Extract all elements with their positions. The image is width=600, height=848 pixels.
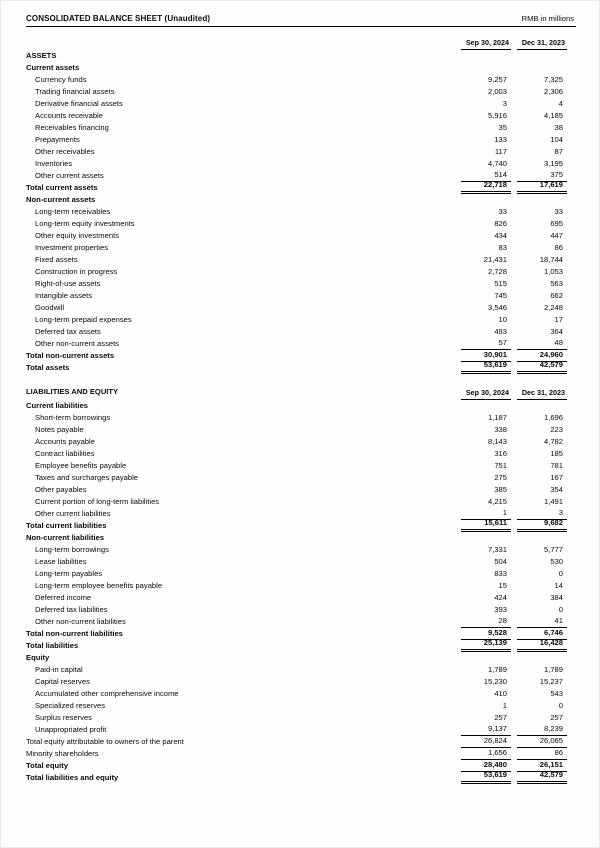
row-label: Other receivables [35,147,95,156]
table-row-capital-reserves [26,676,567,688]
row-label: Accounts payable [35,437,95,446]
row-label: Employee benefits payable [35,461,127,470]
value-sep-30-2024: 751 [494,461,507,470]
table-row-non-current-assets [26,194,567,206]
row-label: Investment properties [35,243,109,252]
value-sep-30-2024: 5,916 [487,111,507,120]
value-dec-31-2023: 3 [517,507,567,520]
value-sep-30-2024: 3,546 [487,303,507,312]
table-row-column-headers [26,36,567,50]
value-dec-31-2023: 2,248 [543,303,563,312]
row-label: Currency funds [35,75,87,84]
row-label: Intangible assets [35,291,92,300]
table-row-long-term-prepaid-expenses [26,314,567,326]
value-dec-31-2023: 26,151 [517,759,567,772]
table-row-construction-in-progress [26,266,567,278]
table-row-assets [26,50,567,62]
table-row-equity [26,652,567,664]
row-label: Total non-current assets [26,351,115,360]
table-row-prepayments [26,134,567,146]
value-sep-30-2024: 504 [494,557,507,566]
row-label: Fixed assets [35,255,78,264]
value-sep-30-2024: 316 [494,449,507,458]
value-dec-31-2023: 86 [517,747,567,760]
row-label: Notes payable [35,425,84,434]
value-dec-31-2023: 0 [558,605,563,614]
table-row-paid-in-capital [26,664,567,676]
value-sep-30-2024: 28,480 [461,759,511,772]
column-header-1: Sep 30, 2024 [461,387,511,400]
value-sep-30-2024: 2,003 [487,87,507,96]
row-label: Long-term employee benefits payable [35,581,163,590]
value-dec-31-2023: 223 [550,425,563,434]
row-label: Unappropriated profit [35,725,107,734]
row-label: Total equity [26,761,69,770]
value-dec-31-2023: 364 [550,327,563,336]
table-row-non-current-liabilities [26,532,567,544]
row-label: Long-term payables [35,569,103,578]
value-dec-31-2023: 257 [550,713,563,722]
row-label: Goodwill [35,303,65,312]
table-row-long-term-equity-investments [26,218,567,230]
row-label: Specialized reserves [35,701,106,710]
row-label: Construction in progress [35,267,118,276]
row-label: Lease liabilities [35,557,87,566]
table-row-long-term-receivables [26,206,567,218]
value-sep-30-2024: 515 [494,279,507,288]
row-label: Other current assets [35,171,104,180]
row-label: Inventories [35,159,73,168]
value-dec-31-2023: 4,185 [543,111,563,120]
value-dec-31-2023: 0 [558,569,563,578]
document-title: CONSOLIDATED BALANCE SHEET (Unaudited) [26,14,211,23]
row-label: Non-current assets [26,195,96,204]
value-dec-31-2023: 695 [550,219,563,228]
value-sep-30-2024: 514 [461,169,511,182]
table-row-contract-liabilities [26,448,567,460]
value-sep-30-2024: 26,824 [461,735,511,748]
value-sep-30-2024: 9,528 [461,627,511,640]
row-label: Long-term prepaid expenses [35,315,132,324]
value-sep-30-2024: 1,789 [487,665,507,674]
value-dec-31-2023: 9,682 [517,517,567,532]
value-dec-31-2023: 17,619 [517,179,567,194]
row-label: Total liabilities [26,641,79,650]
value-dec-31-2023: 2,306 [543,87,563,96]
value-dec-31-2023: 543 [550,689,563,698]
value-sep-30-2024: 10 [498,315,507,324]
row-label: Other non-current liabilities [35,617,126,626]
value-dec-31-2023: 17 [554,315,563,324]
row-label: Total equity attributable to owners of the parent [26,737,184,746]
value-sep-30-2024: 1,187 [487,413,507,422]
table-row-right-of-use-assets [26,278,567,290]
table-row-notes-payable [26,424,567,436]
value-sep-30-2024: 30,901 [461,349,511,362]
value-dec-31-2023: 87 [554,147,563,156]
value-sep-30-2024: 2,728 [487,267,507,276]
table-row-deferred-income [26,592,567,604]
value-dec-31-2023: 14 [554,581,563,590]
value-dec-31-2023: 5,777 [543,545,563,554]
value-sep-30-2024: 25,139 [461,637,511,652]
value-dec-31-2023: 16,428 [517,637,567,652]
value-sep-30-2024: 15,230 [483,677,507,686]
page-content [26,14,576,784]
table-row-fixed-assets [26,254,567,266]
table-row-total-liabilities [26,640,567,652]
value-sep-30-2024: 275 [494,473,507,482]
row-label: Derivative financial assets [35,99,123,108]
row-label: Taxes and surcharges payable [35,473,139,482]
value-sep-30-2024: 257 [494,713,507,722]
balance-sheet-table [26,36,576,784]
value-dec-31-2023: 41 [517,615,567,628]
table-row-other-equity-investments [26,230,567,242]
value-dec-31-2023: 781 [550,461,563,470]
row-label: Accounts receivable [35,111,103,120]
table-row-accounts-receivable [26,110,567,122]
value-dec-31-2023: 7,325 [543,75,563,84]
table-row-current-liabilities [26,400,567,412]
table-row-intangible-assets [26,290,567,302]
value-sep-30-2024: 22,718 [461,179,511,194]
value-dec-31-2023: 86 [554,243,563,252]
row-label: Other payables [35,485,87,494]
table-row-total-assets [26,362,567,374]
value-dec-31-2023: 3,195 [543,159,563,168]
table-row-accumulated-other-comprehensive-income [26,688,567,700]
document-header [26,14,576,27]
table-row-total-liabilities-and-equity [26,772,567,784]
row-label: Deferred income [35,593,92,602]
value-sep-30-2024: 15,611 [461,517,511,532]
value-sep-30-2024: 21,431 [483,255,507,264]
row-label: Other equity investments [35,231,119,240]
row-label: Total assets [26,363,70,372]
value-dec-31-2023: 384 [550,593,563,602]
value-dec-31-2023: 15,237 [539,677,563,686]
value-dec-31-2023: 38 [554,123,563,132]
row-label: Short-term borrowings [35,413,111,422]
table-row-accounts-payable [26,436,567,448]
value-sep-30-2024: 9,137 [461,723,511,736]
row-label: ASSETS [26,51,57,60]
table-row-specialized-reserves [26,700,567,712]
row-label: Paid-in capital [35,665,83,674]
value-dec-31-2023: 0 [558,701,563,710]
value-sep-30-2024: 117 [494,147,507,156]
row-label: Non-current liabilities [26,533,105,542]
value-sep-30-2024: 33 [498,207,507,216]
table-row-long-term-borrowings [26,544,567,556]
value-sep-30-2024: 9,257 [487,75,507,84]
value-sep-30-2024: 53,619 [461,359,511,374]
value-sep-30-2024: 28 [461,615,511,628]
value-dec-31-2023: 33 [554,207,563,216]
value-sep-30-2024: 1 [461,507,511,520]
currency-unit-label: RMB in millions [521,14,574,23]
value-sep-30-2024: 493 [494,327,507,336]
table-row-investment-properties [26,242,567,254]
table-row-goodwill [26,302,567,314]
table-row-other-payables [26,484,567,496]
value-dec-31-2023: 6,746 [517,627,567,640]
column-header-1: Sep 30, 2024 [461,37,511,50]
row-label: Receivables financing [35,123,109,132]
value-sep-30-2024: 385 [494,485,507,494]
row-label: Equity [26,653,50,662]
value-dec-31-2023: 42,579 [517,769,567,784]
table-row-derivative-financial-assets [26,98,567,110]
row-label: Total non-current liabilities [26,629,123,638]
value-sep-30-2024: 410 [494,689,507,698]
row-label: Current portion of long-term liabilities [35,497,160,506]
row-label: Right-of-use assets [35,279,101,288]
value-sep-30-2024: 4,215 [487,497,507,506]
value-dec-31-2023: 185 [550,449,563,458]
row-label: Accumulated other comprehensive income [35,689,179,698]
value-dec-31-2023: 530 [550,557,563,566]
table-row-long-term-payables [26,568,567,580]
value-sep-30-2024: 826 [494,219,507,228]
table-row-lease-liabilities [26,556,567,568]
row-label: Total current assets [26,183,98,192]
value-dec-31-2023: 1,053 [543,267,563,276]
table-row-total-current-liabilities [26,520,567,532]
table-row-current-assets [26,62,567,74]
spacer-row [26,374,567,386]
row-label: Minority shareholders [26,749,99,758]
value-sep-30-2024: 745 [494,291,507,300]
value-sep-30-2024: 424 [494,593,507,602]
value-sep-30-2024: 833 [494,569,507,578]
row-label: Other current liabilities [35,509,111,518]
value-sep-30-2024: 83 [498,243,507,252]
value-sep-30-2024: 7,331 [487,545,507,554]
row-label: Prepayments [35,135,80,144]
table-row-currency-funds [26,74,567,86]
row-label: Deferred tax assets [35,327,101,336]
column-header-2: Dec 31, 2023 [517,37,567,50]
row-label: Long-term equity investments [35,219,135,228]
value-dec-31-2023: 48 [517,337,567,350]
value-sep-30-2024: 8,143 [487,437,507,446]
table-row-total-current-assets [26,182,567,194]
value-sep-30-2024: 53,619 [461,769,511,784]
row-label: Surplus reserves [35,713,92,722]
value-sep-30-2024: 57 [461,337,511,350]
table-row-other-receivables [26,146,567,158]
value-dec-31-2023: 1,696 [543,413,563,422]
table-row-short-term-borrowings [26,412,567,424]
value-dec-31-2023: 4 [558,99,563,108]
value-dec-31-2023: 1,491 [543,497,563,506]
row-label: Contract liabilities [35,449,95,458]
value-dec-31-2023: 662 [550,291,563,300]
table-row-long-term-employee-benefits-payable [26,580,567,592]
value-dec-31-2023: 4,782 [543,437,563,446]
table-row-employee-benefits-payable [26,460,567,472]
row-label: Long-term borrowings [35,545,109,554]
row-label: Deferred tax liabilities [35,605,108,614]
value-dec-31-2023: 26,065 [517,735,567,748]
value-dec-31-2023: 104 [550,135,563,144]
value-sep-30-2024: 35 [498,123,507,132]
value-dec-31-2023: 563 [550,279,563,288]
row-label: LIABILITIES AND EQUITY [26,387,119,396]
value-sep-30-2024: 4,740 [487,159,507,168]
row-label: Current liabilities [26,401,89,410]
table-row-taxes-and-surcharges-payable [26,472,567,484]
row-label: Current assets [26,63,80,72]
column-header-2: Dec 31, 2023 [517,387,567,400]
value-sep-30-2024: 15 [498,581,507,590]
row-label: Long-term receivables [35,207,111,216]
value-dec-31-2023: 42,579 [517,359,567,374]
row-label: Trading financial assets [35,87,115,96]
row-label: Total liabilities and equity [26,773,119,782]
value-dec-31-2023: 1,789 [543,665,563,674]
value-sep-30-2024: 133 [494,135,507,144]
value-dec-31-2023: 447 [550,231,563,240]
value-sep-30-2024: 1,656 [461,747,511,760]
value-sep-30-2024: 3 [502,99,507,108]
table-row-liabilities-and-equity [26,386,567,400]
table-row-trading-financial-assets [26,86,567,98]
row-label: Capital reserves [35,677,90,686]
value-dec-31-2023: 24,960 [517,349,567,362]
table-row-receivables-financing [26,122,567,134]
value-dec-31-2023: 8,239 [517,723,567,736]
value-sep-30-2024: 338 [494,425,507,434]
value-sep-30-2024: 434 [494,231,507,240]
value-sep-30-2024: 393 [494,605,507,614]
value-sep-30-2024: 1 [502,701,507,710]
value-dec-31-2023: 167 [550,473,563,482]
row-label: Other non-current assets [35,339,119,348]
value-dec-31-2023: 354 [550,485,563,494]
value-dec-31-2023: 375 [517,169,567,182]
row-label: Total current liabilities [26,521,107,530]
value-dec-31-2023: 18,744 [539,255,563,264]
